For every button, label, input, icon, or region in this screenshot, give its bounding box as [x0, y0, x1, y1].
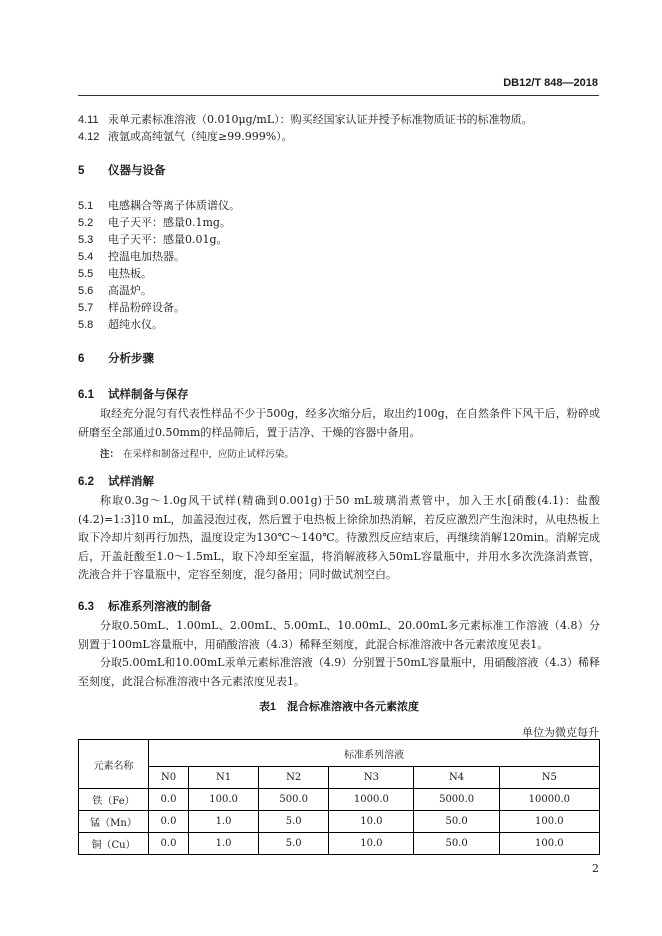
item-5-6: [78, 282, 152, 298]
table-level-row: [79, 767, 600, 789]
item-number: 5.7: [78, 302, 94, 314]
item-5-7: [78, 299, 185, 315]
item-number: 5.4: [78, 251, 94, 263]
item-text: 电子天平：感量0.1mg。: [108, 216, 231, 229]
level-n4: N4: [414, 767, 499, 789]
item-text: 电子天平：感量0.01g。: [108, 233, 228, 246]
item-number: 5.6: [78, 285, 94, 297]
item-text: 电热板。: [108, 267, 152, 280]
section-5-heading: [78, 162, 166, 178]
item-text: 液氩或高纯氩气（纯度≥99.999%）。: [108, 130, 293, 143]
table-cell: 0.0: [149, 811, 189, 833]
table-row: [79, 789, 600, 811]
table-header-row: [79, 740, 600, 767]
concentration-table: [78, 739, 600, 855]
table-caption: 表1 混合标准溶液中各元素浓度: [258, 701, 420, 713]
level-n2: N2: [259, 767, 329, 789]
item-5-3: [78, 231, 228, 247]
level-n3: N3: [329, 767, 414, 789]
item-5-2: [78, 214, 231, 230]
table-cell: 1.0: [189, 811, 259, 833]
element-name: 铁（Fe）: [79, 789, 149, 811]
table-cell: 50.0: [414, 833, 499, 855]
note-text: 在采样和制备过程中，应防止试样污染。: [123, 449, 295, 460]
item-text: 汞单元素标准溶液（0.010μg/mL）：购买经国家认证并授予标准物质证书的标准物质。: [108, 113, 533, 126]
section-number: 5: [78, 165, 85, 177]
section-title: 分析步骤: [108, 353, 154, 365]
item-4-12: [78, 128, 293, 144]
table-cell: 0.0: [149, 789, 189, 811]
item-number: 4.12: [78, 131, 100, 143]
item-number: 5.3: [78, 234, 94, 246]
item-text: 控温电加热器。: [108, 250, 185, 263]
subsection-number: 6.1: [78, 389, 94, 401]
subsection-number: 6.3: [78, 601, 94, 613]
item-5-4: [78, 248, 185, 264]
element-name: 锰（Mn）: [79, 811, 149, 833]
header-element-name: 元素名称: [79, 740, 149, 789]
subsection-6-1-heading: [78, 386, 189, 402]
table-cell: 1.0: [189, 833, 259, 855]
table-cell: 100.0: [499, 833, 599, 855]
paragraph-6-3-b: 分取5.00mL和10.00mL汞单元素标准溶液（4.9）分别置于50mL容量瓶中，用硝酸溶液（4.3）稀释至刻度，此混合标准溶液中各元素浓度见表1。: [78, 656, 600, 688]
subsection-title: 试样消解: [108, 476, 154, 488]
item-number: 5.1: [78, 200, 94, 212]
table-cell: 100.0: [499, 811, 599, 833]
item-number: 5.5: [78, 268, 94, 280]
subsection-6-3-heading: [78, 598, 212, 614]
item-text: 样品粉碎设备。: [108, 301, 185, 314]
header-rule: [78, 95, 599, 96]
item-text: 电感耦合等离子体质谱仪。: [108, 199, 240, 212]
item-5-1: [78, 197, 240, 213]
subsection-6-2-heading: [78, 473, 154, 489]
paragraph-6-3-a: 分取0.50mL、1.00mL、2.00mL、5.00mL、10.00mL、20.00mL多元素标准工作溶液（4.8）分别置于100mL容量瓶中，用硝酸溶液（4.3）稀释至刻度，此混合标准溶液中各元素浓度见表1。: [78, 619, 600, 651]
note-label: 注：: [100, 449, 120, 460]
table-cell: 10.0: [329, 811, 414, 833]
paragraph-6-2: 称取0.3g～1.0g风干试样(精确到0.001g)于50 mL玻璃消煮管中，加入王水[硝酸(4.1)：盐酸(4.2)=1:3]10 mL，加盖浸泡过夜，然后置于电热板上徐徐加热消解，若反应激烈产生泡沫时，从电热板上取下冷却片刻再行加热，温度设定为130℃～140℃。待激烈反应结束后，再继续消解120min。消解完成后，开盖赶酸至1.0～1.5mL，取下冷却至室温，将消解液移入50mL容量瓶中，并用水多次洗涤消煮管，洗液合并于容量瓶中，定容至刻度，混匀备用；同时做试剂空白。: [78, 494, 600, 581]
note-6-1: [100, 446, 294, 460]
subsection-number: 6.2: [78, 476, 94, 488]
header-standard-series: 标准系列溶液: [149, 740, 600, 767]
table-cell: 5.0: [259, 833, 329, 855]
level-n1: N1: [189, 767, 259, 789]
paragraph-6-1: 取经充分混匀有代表性样品不少于500g，经多次缩分后，取出约100g，在自然条件下风干后，粉碎或研磨至全部通过0.50mm的样品筛后，置于洁净、干燥的容器中备用。: [78, 407, 600, 439]
item-text: 超纯水仪。: [108, 318, 163, 331]
subsection-title: 试样制备与保存: [108, 389, 189, 401]
table-cell: 0.0: [149, 833, 189, 855]
page-number: 2: [592, 862, 599, 875]
level-n5: N5: [499, 767, 599, 789]
table-cell: 10000.0: [499, 789, 599, 811]
item-number: 5.2: [78, 217, 94, 229]
section-title: 仪器与设备: [108, 165, 166, 177]
item-text: 高温炉。: [108, 284, 152, 297]
item-5-8: [78, 316, 163, 332]
table-cell: 5000.0: [414, 789, 499, 811]
subsection-title: 标准系列溶液的制备: [108, 601, 212, 613]
item-number: 4.11: [78, 114, 99, 126]
level-n0: N0: [149, 767, 189, 789]
table-cell: 100.0: [189, 789, 259, 811]
table-cell: 1000.0: [329, 789, 414, 811]
item-number: 5.8: [78, 319, 94, 331]
table-row: [79, 833, 600, 855]
table-unit: 单位为微克每升: [522, 726, 599, 739]
element-name: 铜（Cu）: [79, 833, 149, 855]
section-number: 6: [78, 353, 85, 365]
table-cell: 10.0: [329, 833, 414, 855]
item-4-11: [78, 111, 533, 127]
table-row: [79, 811, 600, 833]
table-cell: 500.0: [259, 789, 329, 811]
item-5-5: [78, 265, 152, 281]
table-cell: 50.0: [414, 811, 499, 833]
table-cell: 5.0: [259, 811, 329, 833]
section-6-heading: [78, 350, 154, 366]
standard-code: DB12/T 848—2018: [503, 77, 598, 89]
